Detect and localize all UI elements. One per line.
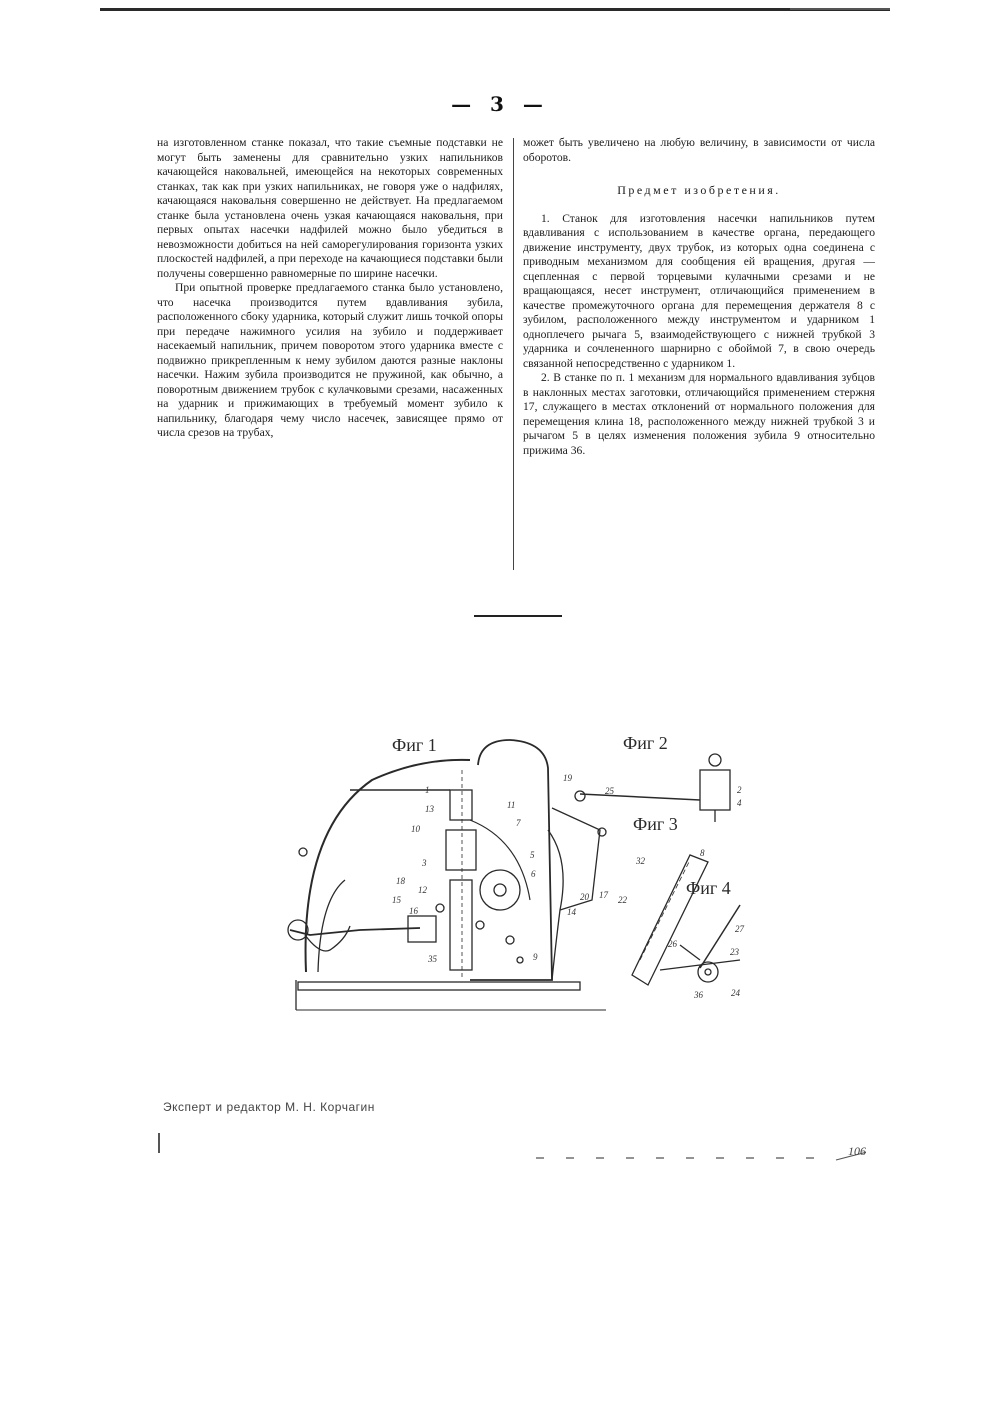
margin-tick xyxy=(158,1133,160,1153)
fig2-body xyxy=(700,770,730,810)
callout: 19 xyxy=(563,773,572,783)
imprint-line xyxy=(536,1150,866,1162)
editor-line: Эксперт и редактор М. Н. Корчагин xyxy=(163,1100,375,1114)
claim-2: 2. В станке по п. 1 механизм для нормального вдавливания зубцов в наклонных местах заготовки, отличающийся применением стержня 17, служащего в местах отклонений от нормального положения для перемещения клина 18, расположенного между нижней трубкой 3 и рычагом 5 в целях изменения положения зубила 9 относительно прижима 36. xyxy=(523,371,875,457)
drawing-bolt xyxy=(436,904,444,912)
callout: 36 xyxy=(694,990,703,1000)
callout: 3 xyxy=(422,858,427,868)
fig2-label: Фиг 2 xyxy=(623,733,668,753)
callout: 22 xyxy=(618,895,627,905)
fig3-slot xyxy=(640,860,690,960)
fig4-label: Фиг 4 xyxy=(686,878,731,898)
drawing-bolt xyxy=(506,936,514,944)
drawing-bolt xyxy=(476,921,484,929)
fig4-lever xyxy=(700,905,740,968)
callout: 6 xyxy=(531,869,536,879)
drawing-tool-shaft xyxy=(450,880,472,970)
page-number: — 3 — xyxy=(451,92,549,116)
callout: 14 xyxy=(567,907,576,917)
drawing-tool-top xyxy=(450,790,472,820)
callout: 18 xyxy=(396,876,405,886)
callout: 2 xyxy=(737,785,742,795)
claims-heading: Предмет изобретения. xyxy=(617,183,781,197)
fig1-label: Фиг 1 xyxy=(392,735,437,755)
drawing-gear-hub xyxy=(494,884,506,896)
callout: 8 xyxy=(700,848,705,858)
right-intro: может быть увеличено на любую величину, в зависимости от числа оборотов. xyxy=(523,136,875,164)
left-paragraph-1: на изготовленном станке показал, что такие съемные подставки не могут быть заменены для сравнительно узких напильников качающейся наковальней, имеющейся на некоторых современных станках, так как при узких напильниках, не говоря уже о надфилях, качающаяся наковальня совершенно не действует. На предлагаемом станке была установлена очень узкая качающаяся наковальня, при первых опытах насечки надфилей можно было убедиться в невозможности добиться на ней саморегулирования горизонта узких плоскостей надфилей, а при переходе на качающиеся подставки были получены совершенно равномерные по ширине насечки. xyxy=(157,136,503,280)
callout: 23 xyxy=(730,947,739,957)
fig4-link xyxy=(680,945,700,960)
drawing-base xyxy=(298,982,580,990)
drawing-bolt xyxy=(517,957,523,963)
callout: 35 xyxy=(428,954,437,964)
callout: 4 xyxy=(737,798,742,808)
callout: 32 xyxy=(636,856,645,866)
imprint-number: 106 xyxy=(848,1144,866,1158)
left-paragraph-2: При опытной проверке предлагаемого станка было установлено, что насечка производится путем вдавливания зубила, расположенного сбоку ударника, который служит лишь точкой опоры при передаче нажимного усилия на зубило и поддерживает насекаемый напильник, причем поворотом этого ударника вместе с подвижно прикрепленным к нему зубилом даются разные наклоны насечки. Нажим зубила производится не пружиной, как обычно, а поворотным движением трубок с кулачковыми срезами, насаженных на ударник и прижимающих в требуемый момент зубило к напильнику, благодаря чему число насечек, зависящее прямо от числа срезов на трубах, xyxy=(157,281,503,439)
drawing-crank-arm xyxy=(290,928,420,935)
callout: 16 xyxy=(409,906,418,916)
callout: 5 xyxy=(530,850,535,860)
fig2-cap xyxy=(709,754,721,766)
drawing-frame-arc xyxy=(306,760,470,972)
callout: 27 xyxy=(735,924,744,934)
callout: 15 xyxy=(392,895,401,905)
callout: 20 xyxy=(580,892,589,902)
drawing-gear xyxy=(480,870,520,910)
fig4-arm xyxy=(660,960,740,970)
drawing-inner-arc xyxy=(318,880,345,972)
fig3-label: Фиг 3 xyxy=(633,814,678,834)
drawing-lever-arc xyxy=(470,820,530,900)
fig4-hub xyxy=(705,969,711,975)
callout: 11 xyxy=(507,800,516,810)
drawing-link-pin xyxy=(575,791,585,801)
drawing-tool-mid xyxy=(446,830,476,870)
callout: 17 xyxy=(599,890,608,900)
callout: 1 xyxy=(425,785,430,795)
callout: 12 xyxy=(418,885,427,895)
callout: 25 xyxy=(605,786,614,796)
callout: 26 xyxy=(668,939,677,949)
drawing-link-rod xyxy=(580,794,700,800)
callout: 24 xyxy=(731,988,740,998)
callout: 10 xyxy=(411,824,420,834)
drawing-crank-lever xyxy=(305,926,350,951)
drawing-pivot-left xyxy=(299,848,307,856)
callout: 13 xyxy=(425,804,434,814)
drawing-bracket xyxy=(552,808,600,910)
claim-1: 1. Станок для изготовления насечки напильников путем вдавливания с использованием в качестве органа, передающего движение инструменту, двух трубок, из которых одна соединена с приводным механизмом для сообщения ей вращения, другая — сцепленная с первой торцевыми кулачными срезами и не вращающаяся, несет инструмент, отличающийся применением в качестве промежуточного органа для перемещения держателя 8 с зубилом, расположенного между инструментом и ударником 1 одноплечего рычага 5, взаимодействующего с нижней трубкой 3 ударника и сочлененного шарнирно с обоймой 7, в свою очередь связанной непосредственно с ударником 1. xyxy=(523,211,875,370)
callout: 9 xyxy=(533,952,538,962)
imprint-dashes xyxy=(536,1150,866,1162)
callout: 7 xyxy=(516,818,521,828)
